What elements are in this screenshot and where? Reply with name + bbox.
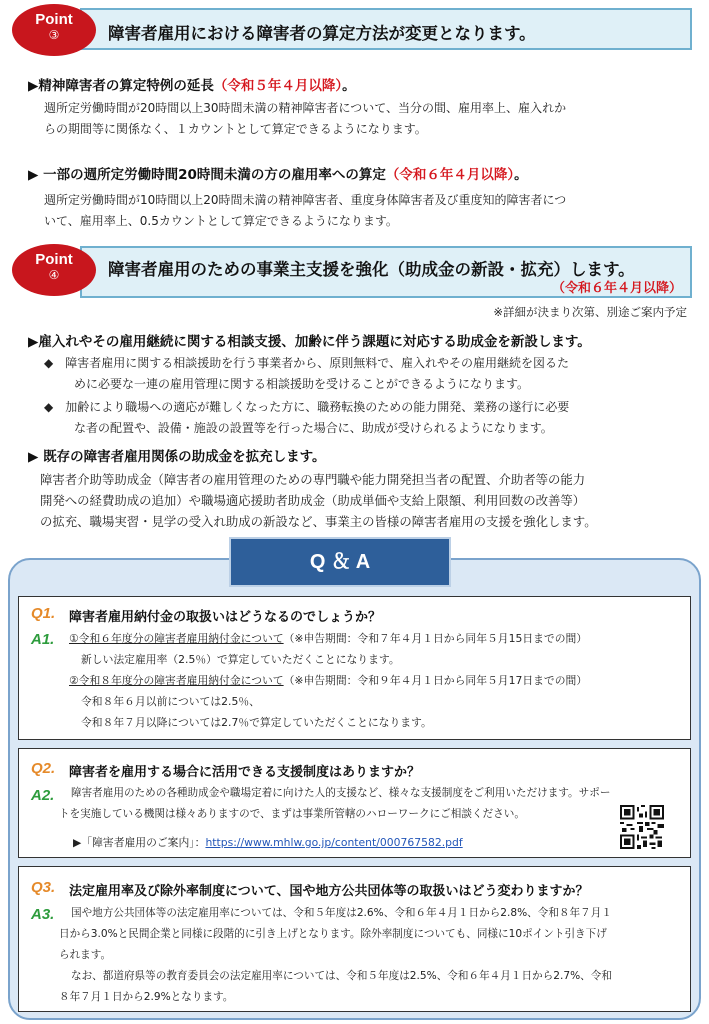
a2-answer: 障害者雇用のための各種助成金や職場定着に向けた人的支援など、様々な支援制度をご利用いただけます。サポー トを実施している機関は様々ありますので、まずは事業所管轄のハローワークにご相談ください。 [59, 787, 611, 820]
point3-section2-body: 週所定労働時間が10時間以上20時間未満の精神障害者、重度身体障害者及び重度知的障害者につ いて、雇用率上、0.5カウントとして算定できるようになります。 [44, 193, 567, 228]
a1-answer: ①令和６年度分の障害者雇用納付金について（※申告期間：令和７年４月１日から同年５月15日までの間） 新しい法定雇用率（2.5％）で算定していただくことになります。 ②令和８年度分の障害者雇用納付金について（※申告期間：令和９年４月１日から同年５月17日までの間） 令和８年６月以前については2.5％、 令和８年７月以降については2.7％で算定していただくことになります。 [69, 632, 588, 729]
qa-header: Q ＆ A [229, 537, 451, 587]
point3-section1-body: 週所定労働時間が20時間以上30時間未満の精神障害者について、当分の間、雇用率上、雇入れか らの期間等に関係なく、１カウントとして算定できるようになります。 [44, 101, 567, 136]
point3-title: 障害者雇用における障害者の算定方法が変更となります。 [108, 24, 536, 43]
q3-label: Q3. [31, 879, 56, 896]
qa-q1-box [18, 596, 691, 740]
point4-bullet1: ◆ 障害者雇用に関する相談援助を行う事業者から、原則無料で、雇入れやその雇用継続を図るた めに必要な一連の雇用管理に関する相談援助を受けることができるようになります。 [44, 356, 569, 391]
point4-banner [80, 246, 692, 298]
q2-question: 障害者を雇用する場合に活用できる支援制度はありますか？ [69, 765, 421, 780]
point4-date: （令和６年４月以降） [551, 281, 682, 296]
point4-section2-body: 障害者介助等助成金（障害者の雇用管理のための専門職や能力開発担当者の配置、介助者等の能力 開発への経費助成の追加）や職場適応援助者助成金（助成単価や支給上限額、利用回数の改善等） の拡充、職場実習・見学の受入れ助成の新設など、事業主の皆様の障害者雇用の支援を強化します。 [40, 472, 597, 529]
a3-label: A3. [31, 906, 55, 923]
point3-badge [12, 4, 96, 56]
a2-label: A2. [31, 787, 55, 804]
point4-badge-label: Point [35, 251, 73, 268]
point4-bullet2: ◆ 加齢により職場への適応が難しくなった方に、職務転換のための能力開発、業務の遂行に必要 な者の配置や、設備・施設の設置等を行った場合に、助成が受けられるようになります。 [44, 400, 570, 435]
point4-note: ※詳細が決まり次第、別途ご案内予定 [493, 305, 687, 319]
point3-section2-date: （令和６年４月以降） [385, 167, 515, 183]
a1-label: A1. [31, 631, 55, 648]
a2-link-line: ▶「障害者雇用のご案内」：https://www.mhlw.go.jp/content/000767582.pdf [73, 836, 463, 849]
q2-label: Q2. [31, 760, 56, 777]
point4-section1-heading: ▶雇入れやその雇用継続に関する相談支援、加齢に伴う課題に対応する助成金を新設します。 [28, 334, 591, 350]
qr-code-icon [620, 805, 664, 849]
point4-badge-number: ④ [48, 268, 60, 282]
a3-answer: 国や地方公共団体等の法定雇用率については、令和５年度は2.6%、令和６年４月１日から2.8%、令和８年７月１ 日から3.0%と民間企業と同様に段階的に引き上げとなります。除外率制度についても、同様に10ポイント引き下げ られます。 なお、都道府県等の教育委員会の法定雇用率については、令和５年度は2.5%、令和６年４月１日から2.7%、令和 ８年７月１日から2.9%となります。 [59, 907, 612, 1003]
qa-q3-box [18, 866, 691, 1012]
point3-section2-heading: ▶ 一部の週所定労働時間20時間未満の方の雇用率への算定（令和６年４月以降）。 [28, 167, 528, 183]
point4-badge [12, 244, 96, 296]
q3-question: 法定雇用率及び除外率制度について、国や地方公共団体等の取扱いはどう変わりますか？ [69, 884, 589, 899]
point3-badge-label: Point [35, 11, 73, 28]
q1-label: Q1. [31, 605, 56, 622]
point3-section1-heading: ▶精神障害者の算定特例の延長（令和５年４月以降）。 [28, 78, 356, 94]
point4-section2-heading: ▶ 既存の障害者雇用関係の助成金を拡充します。 [28, 449, 326, 465]
point4-title: 障害者雇用のための事業主支援を強化（助成金の新設・拡充）します。 [108, 260, 635, 279]
qa-q2-box [18, 748, 691, 858]
guide-link[interactable]: https://www.mhlw.go.jp/content/000767582.pdf [205, 836, 463, 849]
point3-badge-number: ③ [48, 28, 60, 42]
point3-section1-date: （令和５年４月以降） [213, 78, 343, 94]
point3-banner [80, 8, 692, 50]
q1-question: 障害者雇用納付金の取扱いはどうなるのでしょうか？ [69, 610, 382, 625]
